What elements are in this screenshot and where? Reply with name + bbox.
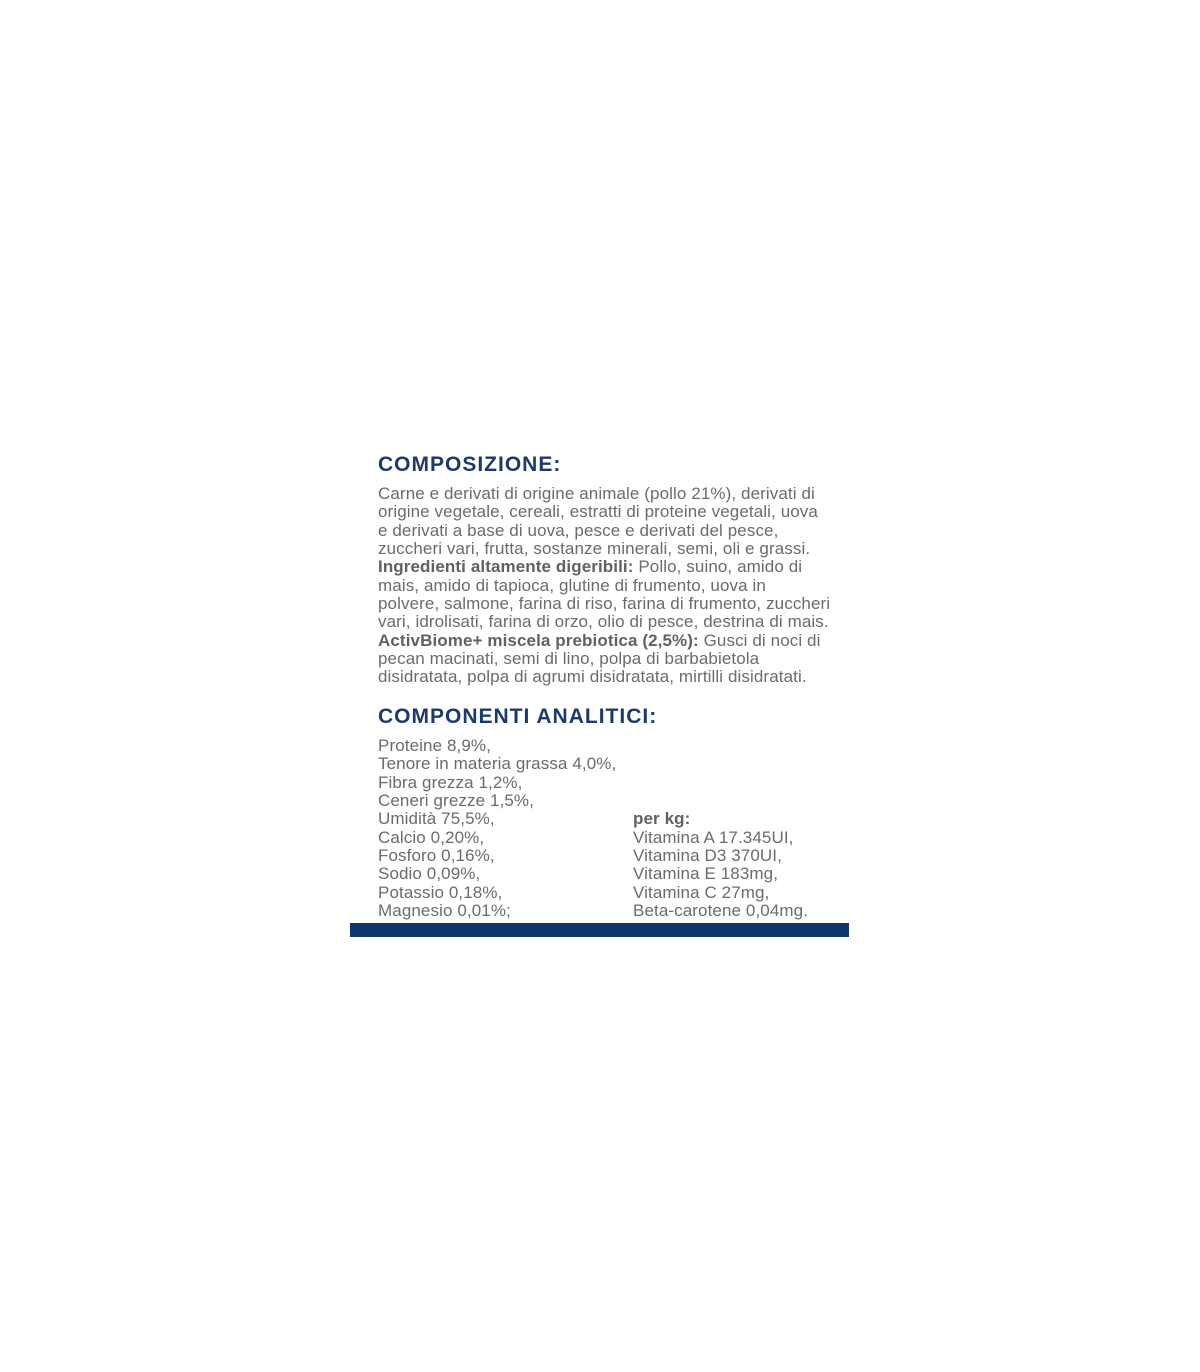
composition-line-text: vari, idrolisati, farina di orzo, olio di pesce, destrina di mais. — [378, 612, 829, 632]
analytic-item: Fibra grezza 1,2%, — [378, 772, 523, 792]
analytics-right-column — [633, 810, 808, 920]
composition-line — [378, 650, 830, 668]
composition-line-bold: Ingredienti altamente digeribili: — [378, 557, 634, 577]
composition-line-text: origine vegetale, cereali, estratti di proteine vegetali, uova — [378, 502, 818, 522]
analytic-item: Proteine 8,9%, — [378, 736, 491, 755]
analytic-item: Umidità 75,5%, — [378, 809, 495, 829]
analytical-components-heading: COMPONENTI ANALITICI: — [378, 705, 658, 728]
vitamin-item: Vitamina C 27mg, — [633, 882, 770, 902]
analytic-item: Potassio 0,18%, — [378, 882, 503, 902]
analytic-item: Tenore in materia grassa 4,0%, — [378, 754, 617, 774]
composition-section — [378, 452, 830, 687]
composition-line — [378, 522, 830, 540]
composition-line-text: polvere, salmone, farina di riso, farina di frumento, zuccheri — [378, 594, 831, 614]
analytic-item: Sodio 0,09%, — [378, 864, 481, 884]
vitamin-item: Vitamina A 17.345UI, — [633, 827, 794, 847]
composition-line-text: e derivati a base di uova, pesce e derivati del pesce, — [378, 520, 779, 540]
composition-line-bold: ActivBiome+ miscela prebiotica (2,5%): — [378, 630, 699, 650]
analytical-components-section — [378, 704, 809, 921]
composition-paragraph — [378, 485, 830, 687]
composition-line-text: Pollo, suino, amido di — [633, 557, 803, 577]
navy-divider-bar — [350, 923, 849, 937]
composition-line — [378, 503, 830, 521]
composition-line — [378, 668, 830, 686]
composition-line — [378, 613, 830, 631]
vitamin-item: Beta-carotene 0,04mg. — [633, 901, 809, 921]
composition-line — [378, 540, 830, 558]
composition-line — [378, 595, 830, 613]
vitamin-item: Vitamina E 183mg, — [633, 864, 779, 884]
per-kg-heading: per kg: — [633, 809, 691, 829]
analytics-left-column — [378, 737, 657, 920]
composition-line-text: mais, amido di tapioca, glutine di frumento, uova in — [378, 575, 766, 595]
composition-line-text: pecan macinati, semi di lino, polpa di barbabietola — [378, 649, 760, 669]
composition-line-text: Gusci di noci di — [698, 630, 821, 650]
composition-line — [378, 485, 830, 503]
analytic-item: Ceneri grezze 1,5%, — [378, 791, 534, 811]
analytic-item: Calcio 0,20%, — [378, 827, 485, 847]
analytics-columns — [378, 736, 809, 921]
composition-line-text: zuccheri vari, frutta, sostanze minerali, semi, oli e grassi. — [378, 539, 811, 559]
composition-line — [378, 577, 830, 595]
vitamin-item: Vitamina D3 370UI, — [633, 846, 782, 866]
composition-heading: COMPOSIZIONE: — [378, 453, 562, 476]
composition-line-text: Carne e derivati di origine animale (pollo 21%), derivati di — [378, 484, 815, 503]
analytic-item: Fosforo 0,16%, — [378, 846, 495, 866]
analytic-item: Magnesio 0,01%; — [378, 901, 511, 921]
composition-line — [378, 558, 830, 576]
composition-line-text: disidratata, polpa di agrumi disidratata, mirtilli disidratati. — [378, 667, 807, 687]
composition-line — [378, 632, 830, 650]
